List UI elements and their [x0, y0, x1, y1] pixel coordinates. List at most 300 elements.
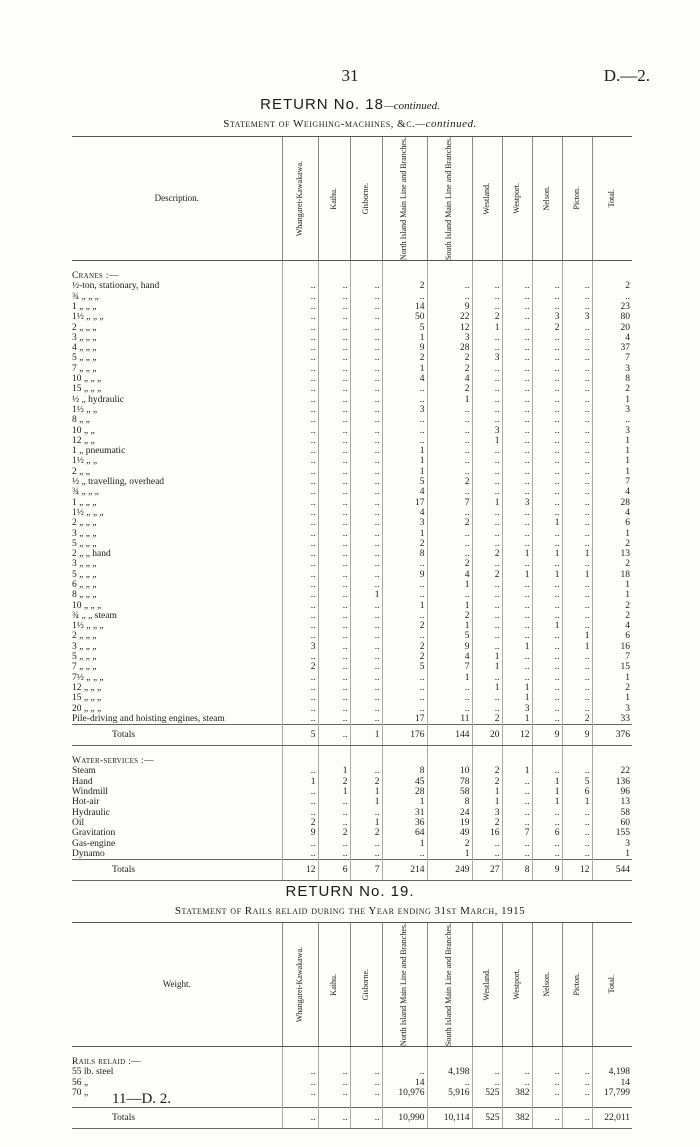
cell-value: ..: [282, 446, 318, 456]
cell-value: 2: [282, 662, 318, 672]
table-row: [72, 426, 632, 436]
cell-value: 1: [592, 580, 632, 590]
cell-value: 2: [592, 559, 632, 569]
cell-value: 28: [427, 343, 472, 353]
cell-value: [350, 270, 382, 281]
cell-value: [427, 755, 472, 766]
cell-value: [382, 270, 427, 281]
cell-value: ..: [532, 1088, 562, 1098]
page-number: 31: [341, 66, 359, 85]
cell-value: 1: [427, 395, 472, 405]
cell-value: 5: [382, 477, 427, 487]
cell-value: ..: [562, 508, 592, 518]
cell-value: 1: [350, 797, 382, 807]
cell-value: ..: [382, 693, 427, 703]
cell-value: [318, 755, 350, 766]
spacer-row: [72, 261, 632, 271]
cell-value: 4: [592, 333, 632, 343]
cell-value: ..: [472, 477, 502, 487]
cell-value: ..: [562, 333, 592, 343]
col-header: Kaihu.: [318, 137, 350, 261]
cell-value: [382, 755, 427, 766]
cell-value: [502, 1056, 532, 1067]
cell-value: ..: [318, 333, 350, 343]
cell-value: ..: [472, 302, 502, 312]
row-label: ½ „ hydraulic: [72, 394, 124, 405]
cell-value: ..: [318, 415, 350, 425]
table-row: [72, 549, 632, 559]
cell-value: ..: [472, 405, 502, 415]
cell-value: ..: [502, 364, 532, 374]
cell-value: ..: [562, 621, 592, 631]
cell-value: 1: [502, 766, 532, 776]
cell-value: 2: [592, 683, 632, 693]
cell-value: [382, 1056, 427, 1067]
cell-value: [472, 1056, 502, 1067]
cell-value: ..: [532, 839, 562, 849]
cell-value: ..: [282, 1067, 318, 1077]
cell-value: 9: [532, 725, 562, 746]
cell-value: [502, 270, 532, 281]
row-label: ¾ „ „ „: [72, 487, 99, 498]
cell-value: ..: [427, 508, 472, 518]
cell-value: ..: [350, 384, 382, 394]
cell-value: ..: [472, 281, 502, 291]
cell-value: 12: [562, 860, 592, 881]
row-label: 2 „ „: [72, 466, 90, 477]
cell-value: 2: [427, 518, 472, 528]
row-label: ½-ton, stationary, hand: [72, 281, 160, 292]
row-label: 10 „ „ „: [72, 374, 102, 385]
cell-value: ..: [472, 673, 502, 683]
row-label: Rails relaid :—: [72, 1057, 141, 1068]
row-label: 7½ „ „ „: [72, 672, 104, 683]
cell-value: ..: [318, 343, 350, 353]
cell-value: 5: [382, 323, 427, 333]
cell-value: ..: [502, 508, 532, 518]
cell-value: ..: [502, 436, 532, 446]
cell-value: ..: [532, 374, 562, 384]
cell-value: ..: [350, 808, 382, 818]
cell-value: ..: [282, 364, 318, 374]
cell-value: ..: [532, 343, 562, 353]
cell-value: 4: [592, 621, 632, 631]
cell-value: ..: [318, 704, 350, 714]
cell-value: ..: [472, 601, 502, 611]
cell-value: ..: [562, 559, 592, 569]
table-row: [72, 508, 632, 518]
cell-value: 1: [427, 621, 472, 631]
row-label: 3 „ „ „: [72, 641, 97, 652]
cell-value: ..: [427, 456, 472, 466]
cell-value: 15: [592, 662, 632, 672]
row-label: Steam: [72, 766, 96, 777]
return-18-subtitle: Statement of Weighing-machines, &c.—continued.: [223, 118, 477, 130]
cell-value: 7: [350, 860, 382, 881]
cell-value: ..: [318, 559, 350, 569]
cell-value: ..: [472, 487, 502, 497]
cell-value: ..: [562, 323, 592, 333]
cell-value: ..: [318, 631, 350, 641]
cell-value: 10,976: [382, 1088, 427, 1098]
cell-value: [350, 755, 382, 766]
cell-value: ..: [502, 1067, 532, 1077]
cell-value: 1: [562, 797, 592, 807]
spacer-row: [72, 746, 632, 756]
col-header: North Island Main Line and Branches.: [382, 923, 427, 1047]
cell-value: 22,011: [592, 1108, 632, 1129]
cell-value: 1: [350, 590, 382, 600]
cell-value: ..: [502, 343, 532, 353]
row-label: 2 „ „ hand: [72, 549, 111, 560]
cell-value: ..: [502, 446, 532, 456]
cell-value: ..: [472, 621, 502, 631]
row-label: 1½ „ „: [72, 456, 98, 467]
cell-value: ..: [282, 611, 318, 621]
cell-value: 1: [472, 323, 502, 333]
col-header: Picton.: [562, 137, 592, 261]
cell-value: ..: [350, 446, 382, 456]
cell-value: ..: [282, 436, 318, 446]
row-label: 15 „ „ „: [72, 384, 102, 395]
cell-value: ..: [532, 302, 562, 312]
cell-value: 58: [427, 787, 472, 797]
cell-value: 4: [427, 374, 472, 384]
cell-value: ..: [532, 1067, 562, 1077]
cell-value: 50: [382, 312, 427, 322]
cell-value: ..: [502, 302, 532, 312]
cell-value: ..: [282, 704, 318, 714]
cell-value: ..: [318, 1088, 350, 1098]
cell-value: ..: [502, 281, 532, 291]
cell-value: 1: [282, 777, 318, 787]
row-label: Totals: [72, 725, 282, 746]
cell-value: 3: [282, 642, 318, 652]
table-row: [72, 539, 632, 549]
cell-value: ..: [502, 405, 532, 415]
cell-value: ..: [282, 292, 318, 302]
cell-value: 1: [592, 693, 632, 703]
cell-value: ..: [282, 333, 318, 343]
cell-value: ..: [318, 590, 350, 600]
cell-value: ..: [282, 693, 318, 703]
cell-value: ..: [562, 662, 592, 672]
cell-value: ..: [532, 539, 562, 549]
cell-value: 1: [592, 456, 632, 466]
cell-value: ..: [427, 436, 472, 446]
cell-value: ..: [350, 704, 382, 714]
cell-value: 525: [472, 1108, 502, 1129]
cell-value: ..: [282, 353, 318, 363]
cell-value: ..: [282, 621, 318, 631]
cell-value: ..: [472, 1078, 502, 1088]
row-label: Cranes :—: [72, 271, 119, 282]
cell-value: 2: [592, 601, 632, 611]
cell-value: ..: [350, 374, 382, 384]
cell-value: [472, 755, 502, 766]
col-header: Westland.: [472, 137, 502, 261]
cell-value: ..: [427, 415, 472, 425]
cell-value: ..: [282, 312, 318, 322]
cell-value: [562, 1056, 592, 1067]
cell-value: ..: [382, 673, 427, 683]
cell-value: ..: [532, 590, 562, 600]
cell-value: 33: [592, 714, 632, 725]
cell-value: 6: [532, 828, 562, 838]
cell-value: ..: [532, 405, 562, 415]
cell-value: ..: [532, 467, 562, 477]
row-label: 2 „ „ „: [72, 322, 97, 333]
cell-value: ..: [562, 683, 592, 693]
weighing-machines-table: [72, 136, 632, 881]
cell-value: 49: [427, 828, 472, 838]
cell-value: ..: [562, 281, 592, 291]
cell-value: [472, 270, 502, 281]
cell-value: ..: [562, 364, 592, 374]
row-label: 5 „ „ „: [72, 353, 97, 364]
cell-value: 1: [318, 766, 350, 776]
cell-value: ..: [532, 487, 562, 497]
row-label: Hot-air: [72, 797, 100, 808]
cell-value: 5: [382, 662, 427, 672]
row-label: 2 „ „ „: [72, 518, 97, 529]
cell-value: 9: [382, 343, 427, 353]
cell-value: ..: [350, 683, 382, 693]
cell-value: ..: [427, 405, 472, 415]
cell-value: ..: [318, 652, 350, 662]
cell-value: 1: [592, 590, 632, 600]
table-row: [72, 662, 632, 672]
cell-value: ..: [427, 292, 472, 302]
table-row: [72, 828, 632, 838]
row-label: Hydraulic: [72, 807, 110, 818]
table-row: [72, 405, 632, 415]
cell-value: ..: [502, 652, 532, 662]
col-header: Whangarei-Kawakawa.: [282, 923, 318, 1047]
cell-value: ..: [562, 1067, 592, 1077]
cell-value: 1: [382, 333, 427, 343]
cell-value: ..: [427, 693, 472, 703]
col-header: Westland.: [472, 923, 502, 1047]
cell-value: ..: [350, 1088, 382, 1098]
row-label: Pile-driving and hoisting engines, steam: [72, 713, 225, 724]
cell-value: ..: [532, 333, 562, 343]
cell-value: ..: [502, 477, 532, 487]
cell-value: ..: [318, 323, 350, 333]
cell-value: ..: [532, 395, 562, 405]
cell-value: 5: [282, 725, 318, 746]
cell-value: 3: [532, 312, 562, 322]
cell-value: ..: [502, 395, 532, 405]
cell-value: ..: [318, 529, 350, 539]
cell-value: ..: [592, 292, 632, 302]
cell-value: ..: [562, 446, 592, 456]
cell-value: ..: [282, 1078, 318, 1088]
table-row: [72, 518, 632, 528]
row-label: 1 „ pneumatic: [72, 446, 126, 457]
cell-value: ..: [282, 323, 318, 333]
cell-value: 1: [562, 570, 592, 580]
cell-value: 9: [282, 828, 318, 838]
cell-value: ..: [532, 559, 562, 569]
cell-value: ..: [282, 601, 318, 611]
cell-value: [427, 1056, 472, 1067]
cell-value: ..: [502, 839, 532, 849]
cell-value: ..: [282, 539, 318, 549]
cell-value: 1: [350, 787, 382, 797]
cell-value: ..: [502, 353, 532, 363]
cell-value: 2: [592, 384, 632, 394]
cell-value: ..: [382, 436, 427, 446]
cell-value: 2: [592, 611, 632, 621]
cell-value: 60: [592, 818, 632, 828]
cell-value: ..: [472, 642, 502, 652]
cell-value: ..: [427, 590, 472, 600]
cell-value: ..: [318, 456, 350, 466]
cell-value: ..: [282, 808, 318, 818]
cell-value: [502, 755, 532, 766]
table-row: [72, 343, 632, 353]
cell-value: 5,916: [427, 1088, 472, 1098]
table-row: [72, 446, 632, 456]
cell-value: ..: [532, 683, 562, 693]
cell-value: ..: [562, 539, 592, 549]
cell-value: ..: [502, 1078, 532, 1088]
table-row: [72, 570, 632, 580]
cell-value: ..: [532, 849, 562, 860]
table-row: [72, 580, 632, 590]
cell-value: ..: [282, 549, 318, 559]
cell-value: ..: [318, 808, 350, 818]
cell-value: ..: [350, 292, 382, 302]
cell-value: ..: [382, 580, 427, 590]
cell-value: [562, 270, 592, 281]
cell-value: 23: [592, 302, 632, 312]
row-label: 5 „ „ „: [72, 538, 97, 549]
cell-value: ..: [350, 364, 382, 374]
cell-value: 1: [592, 467, 632, 477]
cell-value: ..: [318, 797, 350, 807]
cell-value: ..: [318, 426, 350, 436]
totals-row: [72, 1108, 632, 1129]
cell-value: ..: [282, 631, 318, 641]
totals-row: [72, 860, 632, 881]
cell-value: 27: [472, 860, 502, 881]
cell-value: ..: [562, 292, 592, 302]
cell-value: 1: [592, 673, 632, 683]
cell-value: ..: [532, 808, 562, 818]
cell-value: ..: [472, 631, 502, 641]
cell-value: 8: [427, 797, 472, 807]
cell-value: 3: [382, 518, 427, 528]
table-row: [72, 395, 632, 405]
cell-value: ..: [472, 539, 502, 549]
cell-value: 2: [427, 384, 472, 394]
cell-value: 8: [382, 549, 427, 559]
cell-value: ..: [532, 662, 562, 672]
cell-value: ..: [282, 683, 318, 693]
table-row: [72, 693, 632, 703]
cell-value: ..: [350, 1067, 382, 1077]
cell-value: 58: [592, 808, 632, 818]
cell-value: 17: [382, 714, 427, 725]
cell-value: ..: [562, 467, 592, 477]
cell-value: [592, 1056, 632, 1067]
row-label: 1½ „ „ „: [72, 312, 104, 323]
row-label: 20 „ „ „: [72, 703, 102, 714]
cell-value: 1: [472, 436, 502, 446]
row-label: 55 lb. steel: [72, 1067, 114, 1078]
cell-value: ..: [427, 487, 472, 497]
cell-value: ..: [562, 828, 592, 838]
cell-value: 2: [382, 642, 427, 652]
cell-value: 2: [592, 281, 632, 291]
table-row: [72, 323, 632, 333]
cell-value: ..: [562, 384, 592, 394]
cell-value: 4: [382, 508, 427, 518]
cell-value: ..: [502, 580, 532, 590]
cell-value: ..: [502, 487, 532, 497]
cell-value: 1: [562, 549, 592, 559]
cell-value: ..: [427, 539, 472, 549]
col-header: Gisborne.: [350, 923, 382, 1047]
return-19-subtitle: Statement of Rails relaid during the Year ending 31st March, 1915: [174, 905, 526, 917]
row-label: 56 „: [72, 1077, 89, 1088]
cell-value: 5: [562, 777, 592, 787]
cell-value: 11: [427, 714, 472, 725]
row-label: 3 „ „ „: [72, 332, 97, 343]
cell-value: [532, 1056, 562, 1067]
cell-value: 1: [502, 693, 532, 703]
cell-value: ..: [472, 590, 502, 600]
cell-value: 28: [382, 787, 427, 797]
cell-value: 20: [592, 323, 632, 333]
row-label: ¾ „ „ „: [72, 291, 99, 302]
cell-value: 3: [592, 839, 632, 849]
section-heading: [72, 270, 632, 281]
cell-value: ..: [318, 487, 350, 497]
cell-value: ..: [532, 498, 562, 508]
cell-value: [427, 270, 472, 281]
cell-value: 1: [382, 601, 427, 611]
col-header: Kaihu.: [318, 923, 350, 1047]
cell-value: ..: [532, 426, 562, 436]
cell-value: ..: [318, 446, 350, 456]
cell-value: ..: [562, 652, 592, 662]
table-row: [72, 787, 632, 797]
table-row: [72, 292, 632, 302]
cell-value: ..: [502, 787, 532, 797]
table-row: [72, 766, 632, 776]
cell-value: ..: [282, 580, 318, 590]
cell-value: 1: [382, 446, 427, 456]
cell-value: 1: [502, 570, 532, 580]
cell-value: 1: [592, 395, 632, 405]
cell-value: 1: [532, 621, 562, 631]
cell-value: 3: [562, 312, 592, 322]
cell-value: ..: [382, 426, 427, 436]
cell-value: ..: [318, 662, 350, 672]
cell-value: 28: [592, 498, 632, 508]
cell-value: 2: [350, 777, 382, 787]
cell-value: ..: [318, 611, 350, 621]
cell-value: 2: [427, 353, 472, 363]
cell-value: [350, 1056, 382, 1067]
row-label: 15 „ „ „: [72, 693, 102, 704]
cell-value: ..: [502, 621, 532, 631]
cell-value: ..: [282, 426, 318, 436]
cell-value: ..: [562, 436, 592, 446]
